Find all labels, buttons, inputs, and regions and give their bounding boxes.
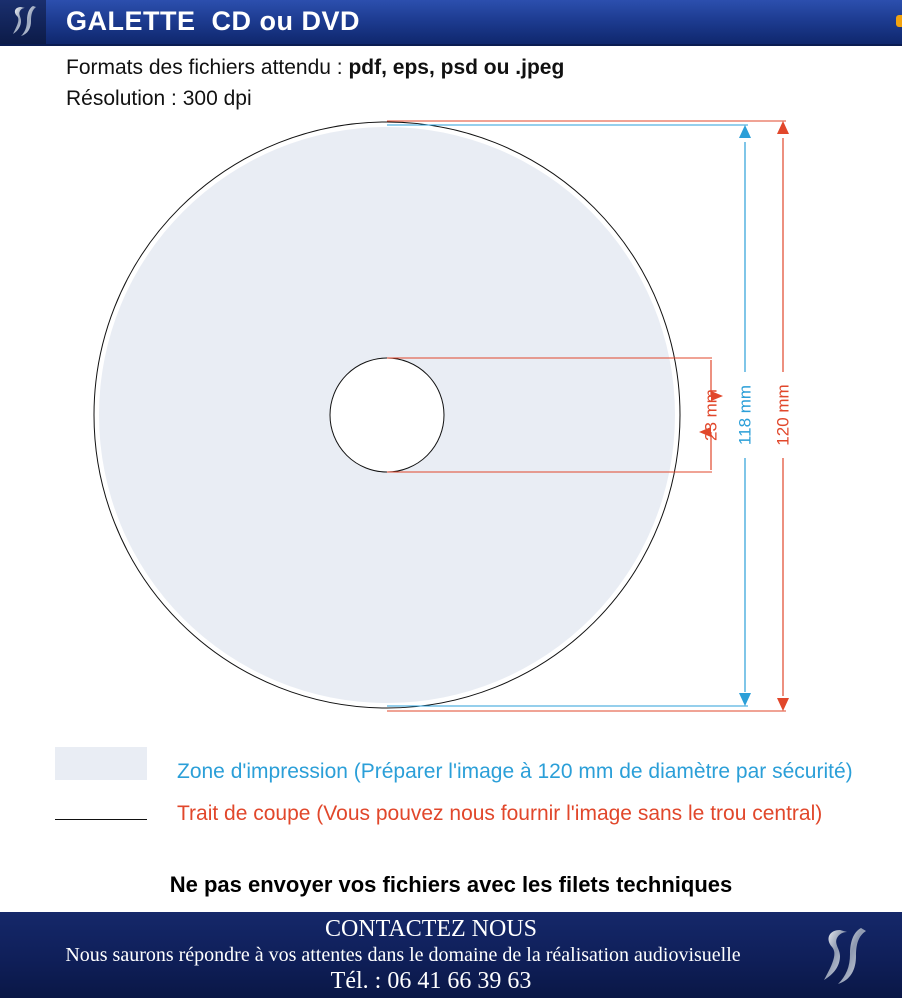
cut-dimension-label: 120 mm [773, 384, 793, 446]
cut-dim-arrow-top [777, 121, 789, 134]
sl-monogram-logo-icon [818, 926, 870, 986]
print-dim-arrow-bottom [739, 693, 751, 706]
cut-dim-arrow-bottom [777, 698, 789, 711]
header-accent [896, 15, 902, 27]
contact-phone[interactable]: Tél. : 06 41 66 39 63 [330, 968, 532, 994]
print-zone-legend: Zone d'impression (Préparer l'image à 120 mm de diamètre par sécurité) [177, 760, 853, 783]
formats-label: Formats des fichiers attendu : [66, 56, 349, 79]
formats-value: pdf, eps, psd ou .jpeg [348, 56, 565, 79]
contact-footer [0, 912, 902, 998]
resolution-line: Résolution : 300 dpi [66, 87, 252, 110]
contact-title: CONTACTEZ NOUS [324, 916, 538, 942]
print-dimension-label: 118 mm [735, 384, 755, 446]
cut-line-legend: Trait de coupe (Vous pouvez nous fournir l'image sans le trou central) [177, 802, 823, 825]
contact-subtitle: Nous saurons répondre à vos attentes dans le domaine de la réalisation audiovisuelle [65, 944, 741, 966]
sl-monogram-logo-icon [9, 4, 39, 38]
hole-dimension-label: 23 mm [701, 389, 721, 441]
cd-diagram [0, 110, 902, 730]
page-header [0, 0, 902, 46]
print-dim-arrow-top [739, 125, 751, 138]
print-zone-swatch [55, 747, 147, 780]
page-title: GALETTE CD ou DVD [66, 6, 360, 36]
header-logo-box [0, 0, 46, 44]
center-hole [330, 358, 444, 472]
cut-line-swatch [55, 819, 147, 820]
formats-line [66, 55, 564, 81]
warning-text: Ne pas envoyer vos fichiers avec les filets techniques [169, 872, 733, 897]
